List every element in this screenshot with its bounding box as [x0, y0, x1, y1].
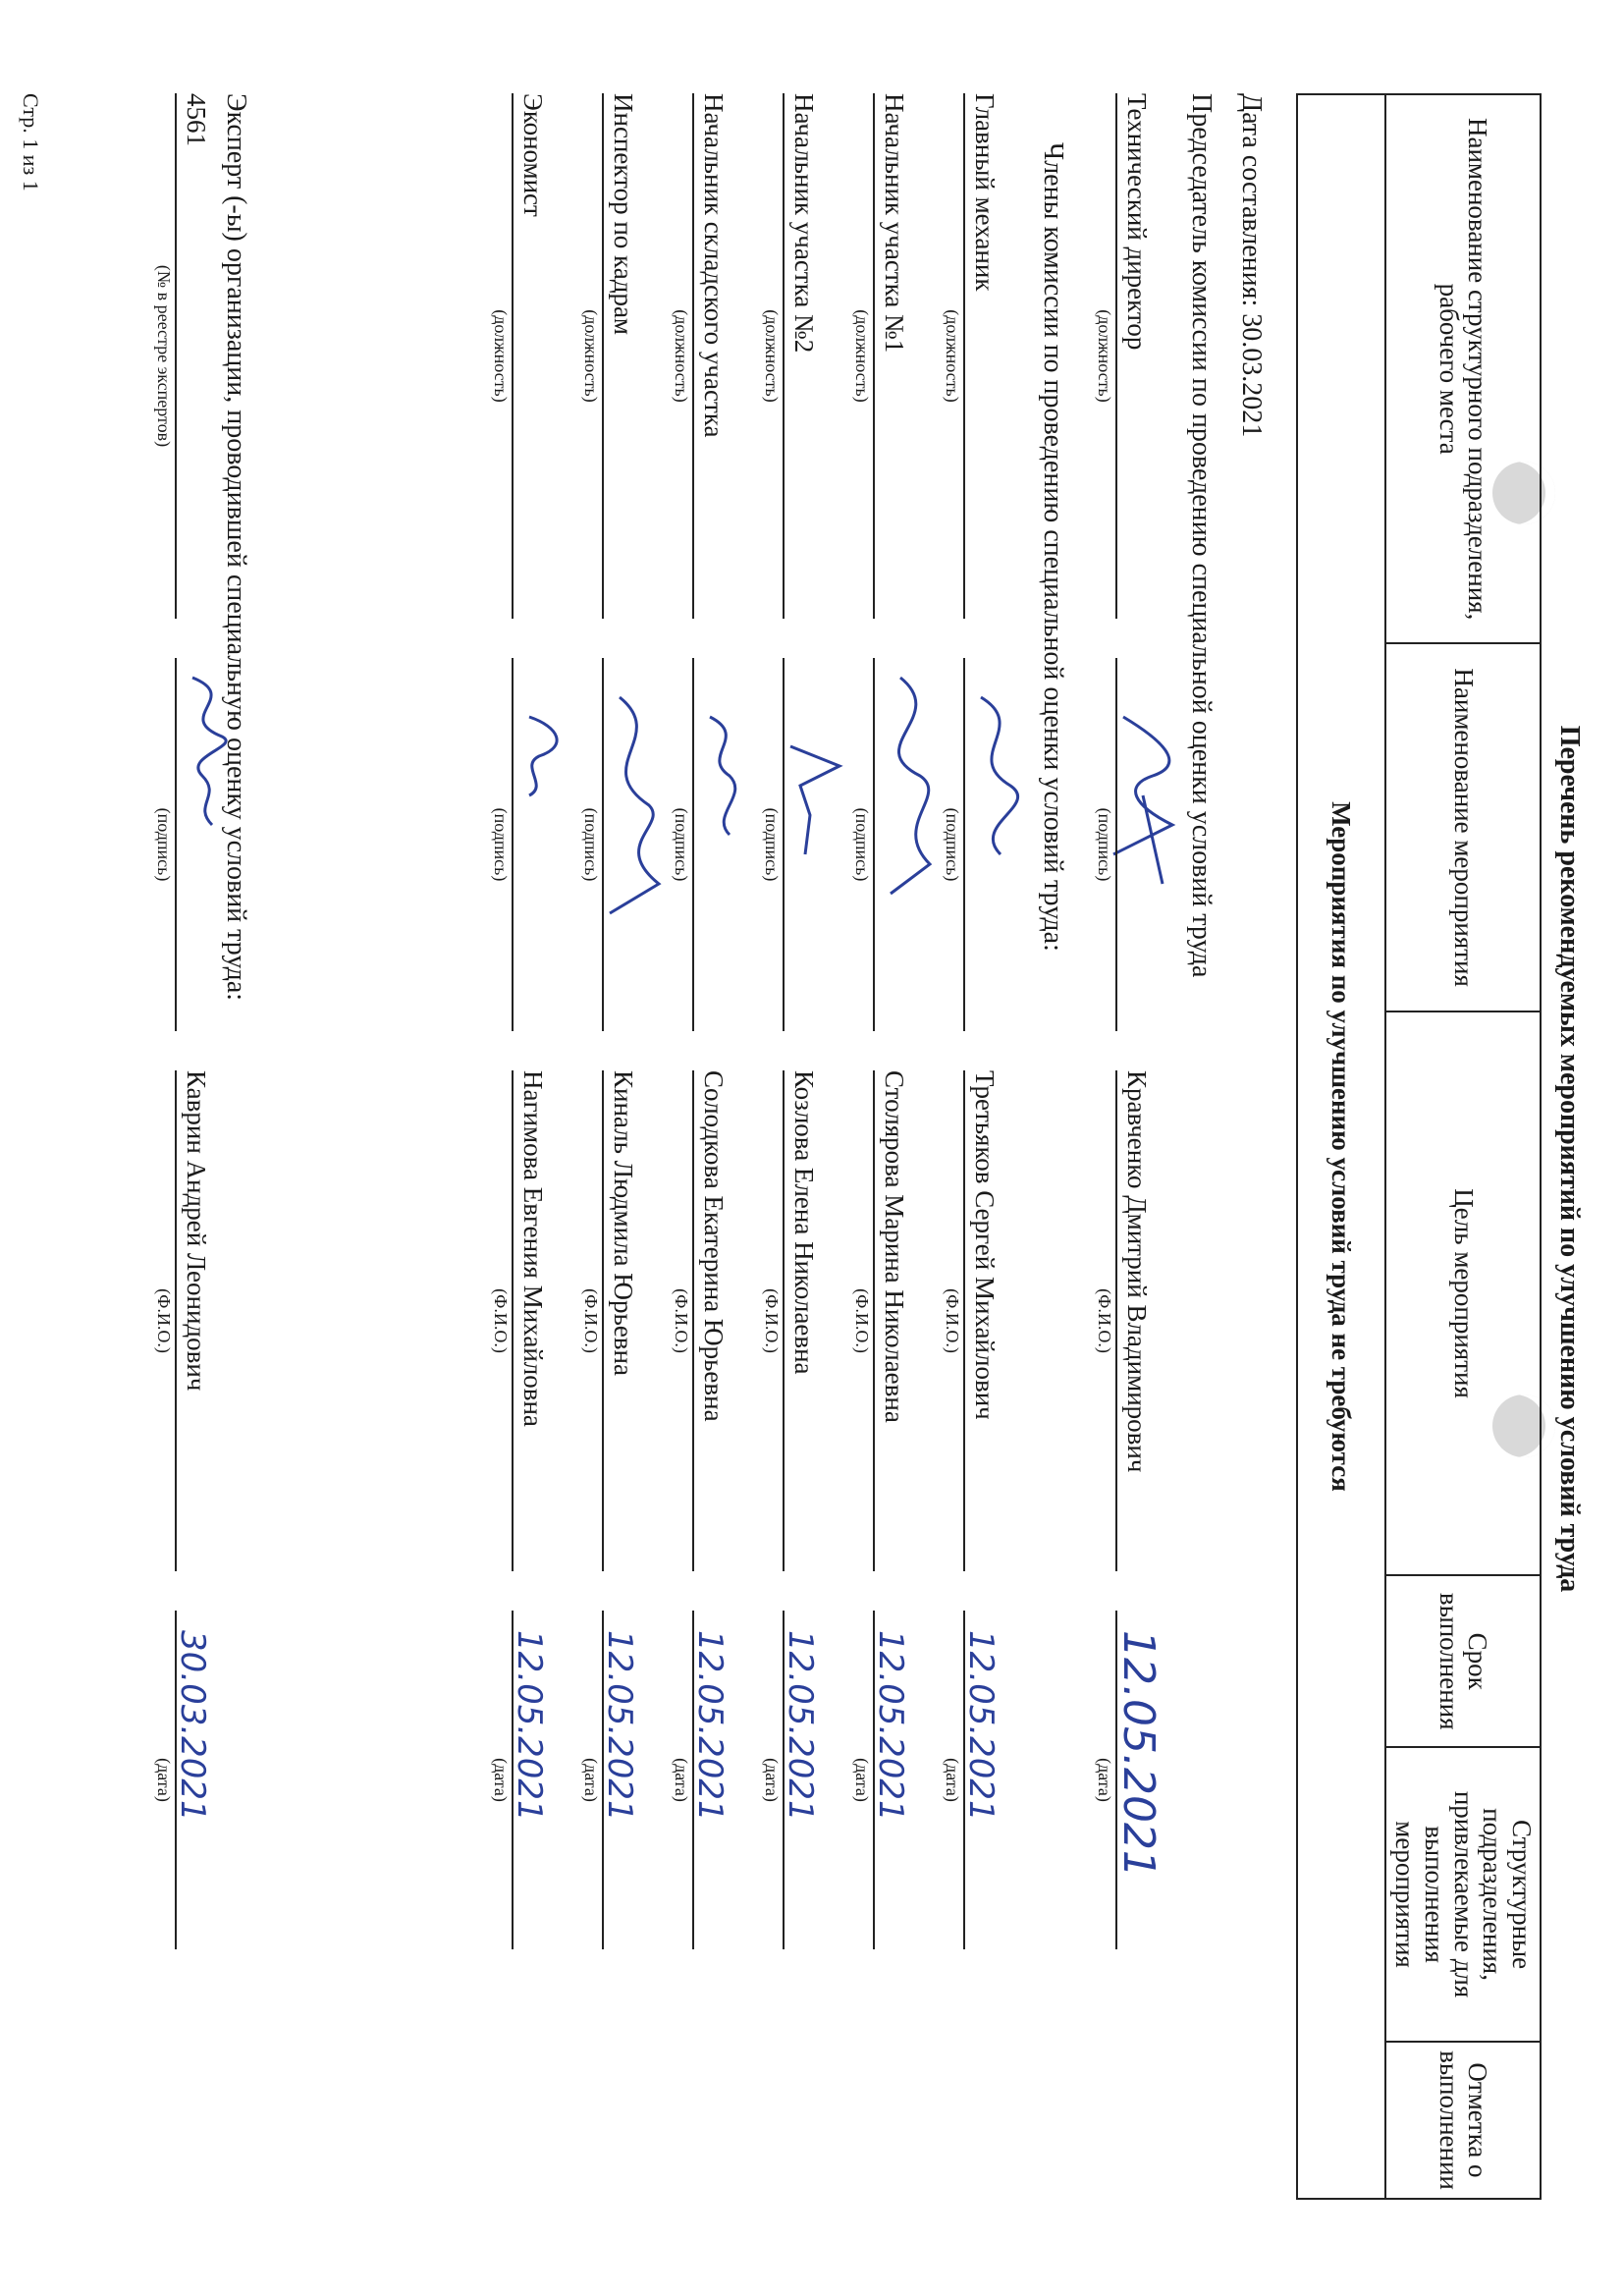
member-fio-cell — [580, 1070, 649, 1571]
member-row — [580, 93, 649, 2200]
member-position-cell — [942, 93, 1010, 619]
member-position: Главный механик — [970, 93, 1000, 292]
signature-caption: (подпись) — [491, 807, 511, 882]
expert-fio: Каврин Андрей Леонидович — [182, 1070, 211, 1392]
member-position: Начальник участка №2 — [789, 93, 819, 354]
chair-date-cell — [1094, 1611, 1163, 1949]
position-caption: (должность) — [581, 309, 601, 403]
signature-caption: (подпись) — [154, 807, 174, 882]
expert-fio-cell — [153, 1070, 222, 1571]
chair-date-handwritten: 12.05.2021 — [1113, 1630, 1164, 1878]
no-measures-required-note: Мероприятия по улучшению условий труда не требуются — [1297, 94, 1385, 2199]
member-row — [942, 93, 1010, 2200]
date-caption: (дата) — [852, 1758, 872, 1802]
member-fio-cell — [490, 1070, 559, 1571]
member-date-cell — [490, 1611, 559, 1949]
member-date-cell — [580, 1611, 649, 1949]
member-date-cell — [942, 1611, 1010, 1949]
signature-caption: (подпись) — [762, 807, 782, 882]
position-caption: (должность) — [852, 309, 872, 403]
member-date-cell — [761, 1611, 830, 1949]
member-position-cell — [490, 93, 559, 619]
member-date-cell — [671, 1611, 739, 1949]
date-caption: (дата) — [672, 1758, 691, 1802]
member-fio-cell — [671, 1070, 739, 1571]
date-caption: (дата) — [491, 1758, 511, 1802]
member-position-cell — [671, 93, 739, 619]
member-position: Экономист — [518, 93, 548, 217]
position-caption: (должность) — [762, 309, 782, 403]
member-date-handwritten: 12.05.2021 — [600, 1630, 639, 1822]
document-title: Перечень рекомендуемых мероприятий по улучшению условий труда — [1554, 725, 1585, 1593]
fio-caption: (Ф.И.О.) — [491, 1288, 511, 1353]
member-fio: Солодкова Екатерина Юрьевна — [699, 1070, 729, 1422]
col-header-involved-units: Структурные подразделения, привлекаемые для выполнения мероприятия — [1385, 1747, 1541, 2042]
member-position-cell — [580, 93, 649, 619]
date-caption: (дата) — [581, 1758, 601, 1802]
registry-caption: (№ в реестре экспертов) — [154, 264, 174, 448]
measures-table — [1296, 93, 1542, 2200]
signature-caption: (подпись) — [943, 807, 962, 882]
chair-heading: Председатель комиссии по проведению специальной оценки условий труда — [1186, 93, 1217, 978]
fio-caption: (Ф.И.О.) — [672, 1288, 691, 1353]
member-signature-cell — [490, 658, 559, 1031]
col-header-deadline: Срок выполнения — [1385, 1575, 1541, 1747]
date-line: Дата составления: 30.03.2021 — [1236, 93, 1267, 438]
member-fio-cell — [761, 1070, 830, 1571]
expert-heading: Эксперт (-ы) организации, проводившей специальную оценку условий труда: — [221, 93, 251, 1002]
date-caption: (дата) — [762, 1758, 782, 1802]
chair-fio-cell — [1094, 1070, 1163, 1571]
member-position: Начальник складского участка — [699, 93, 729, 438]
signature-caption: (подпись) — [852, 807, 872, 882]
member-position-cell — [851, 93, 920, 619]
position-caption: (должность) — [672, 309, 691, 403]
expert-registry-cell — [153, 93, 222, 619]
fio-caption: (Ф.И.О.) — [1095, 1288, 1114, 1353]
chair-position-cell — [1094, 93, 1163, 619]
member-date-handwritten: 12.05.2021 — [961, 1630, 1001, 1822]
member-signature-cell — [851, 658, 920, 1031]
col-header-department: Наименование структурного подразделения, рабочего места — [1385, 94, 1541, 643]
member-signature-cell — [671, 658, 739, 1031]
expert-date-cell — [153, 1611, 222, 1949]
member-position: Начальник участка №1 — [880, 93, 909, 354]
expert-registry-number: 4561 — [182, 93, 211, 146]
chair-row — [1094, 93, 1163, 2200]
expert-date-handwritten: 30.03.2021 — [173, 1630, 212, 1822]
fio-caption: (Ф.И.О.) — [581, 1288, 601, 1353]
position-caption: (должность) — [1095, 309, 1114, 403]
fio-caption: (Ф.И.О.) — [762, 1288, 782, 1353]
date-caption: (дата) — [1095, 1758, 1114, 1802]
member-fio-cell — [851, 1070, 920, 1571]
member-date-handwritten: 12.05.2021 — [781, 1630, 820, 1822]
fio-caption: (Ф.И.О.) — [154, 1288, 174, 1353]
member-signature-cell — [942, 658, 1010, 1031]
members-heading: Члены комиссии по проведению специальной оценки условий труда: — [1038, 142, 1068, 952]
col-header-measure: Наименование мероприятия — [1385, 643, 1541, 1011]
measures-table-header — [1385, 94, 1541, 2199]
member-position-cell — [761, 93, 830, 619]
member-date-cell — [851, 1611, 920, 1949]
signature-caption: (подпись) — [581, 807, 601, 882]
signature-caption: (подпись) — [1095, 807, 1114, 882]
member-fio: Нагимова Евгения Михайловна — [518, 1070, 548, 1427]
member-row — [761, 93, 830, 2200]
col-header-completion-mark: Отметка о выполнении — [1385, 2042, 1541, 2199]
chair-signature-cell — [1094, 658, 1163, 1031]
table-row — [1297, 94, 1385, 2199]
fio-caption: (Ф.И.О.) — [852, 1288, 872, 1353]
member-date-handwritten: 12.05.2021 — [871, 1630, 910, 1822]
chair-fio: Кравченко Дмитрий Владимирович — [1122, 1070, 1152, 1473]
col-header-goal: Цель мероприятия — [1385, 1011, 1541, 1575]
member-fio: Третьяков Сергей Михайлович — [970, 1070, 1000, 1420]
member-row — [671, 93, 739, 2200]
member-date-handwritten: 12.05.2021 — [510, 1630, 549, 1822]
member-row — [490, 93, 559, 2200]
signature-caption: (подпись) — [672, 807, 691, 882]
member-fio: Козлова Елена Николаевна — [789, 1070, 819, 1375]
fio-caption: (Ф.И.О.) — [943, 1288, 962, 1353]
position-caption: (должность) — [943, 309, 962, 403]
expert-row — [153, 93, 222, 2200]
expert-signature-cell — [153, 658, 222, 1031]
member-fio: Столярова Марина Николаевна — [880, 1070, 909, 1423]
member-position: Инспектор по кадрам — [609, 93, 638, 336]
member-signature-cell — [761, 658, 830, 1031]
member-fio-cell — [942, 1070, 1010, 1571]
page-footer: Стр. 1 из 1 — [19, 93, 43, 191]
member-signature-cell — [580, 658, 649, 1031]
chair-position: Технический директор — [1122, 93, 1152, 351]
date-caption: (дата) — [943, 1758, 962, 1802]
member-row — [851, 93, 920, 2200]
member-date-handwritten: 12.05.2021 — [690, 1630, 730, 1822]
date-caption: (дата) — [154, 1758, 174, 1802]
member-fio: Киналь Людмила Юрьевна — [609, 1070, 638, 1376]
position-caption: (должность) — [491, 309, 511, 403]
